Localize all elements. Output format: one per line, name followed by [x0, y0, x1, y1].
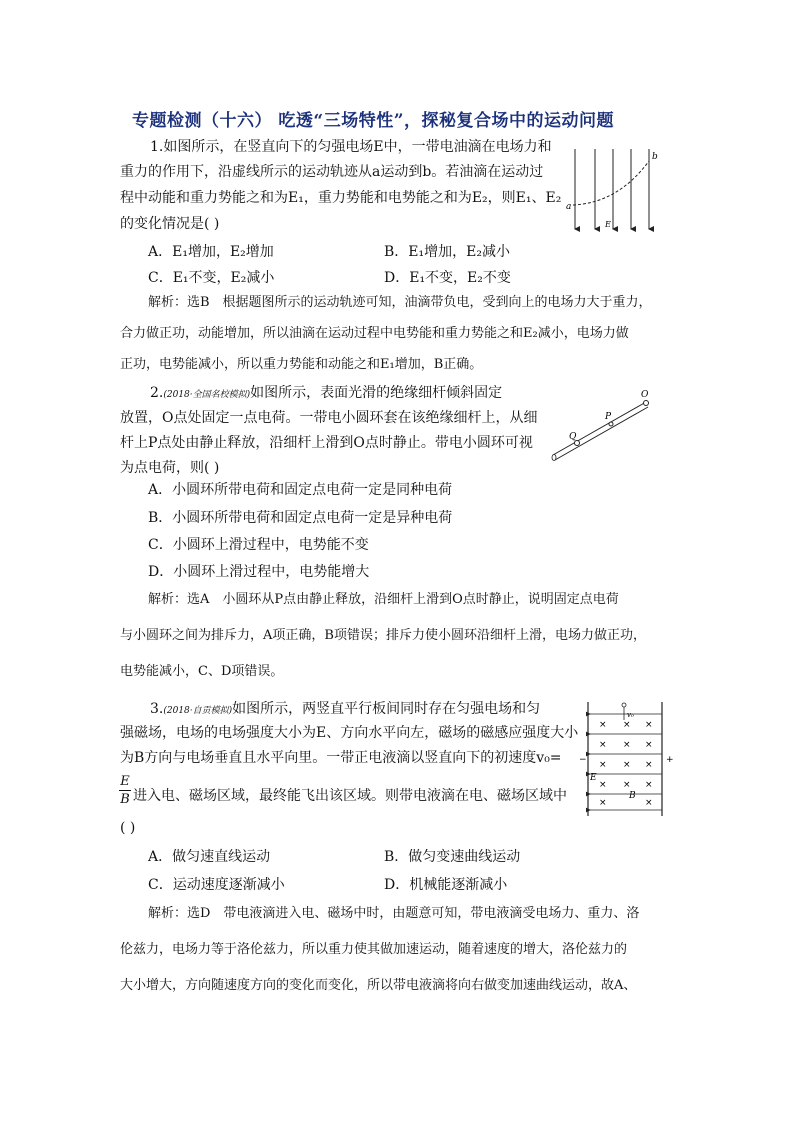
q3-number: 3. — [150, 701, 164, 717]
q3-fraction-bar — [119, 790, 131, 791]
q3-source: (2018·自贡模拟) — [163, 706, 233, 716]
q2-label-q: Q — [569, 432, 577, 442]
q2-line-4: 为点电荷，则( ) — [120, 460, 220, 476]
q3-cross-mark: × — [599, 780, 607, 790]
q1-label-b: b — [652, 152, 658, 162]
q2-label-o: O — [641, 390, 649, 400]
q1-line-4: 的变化情况是( ) — [120, 216, 220, 232]
q2-number: 2. — [150, 385, 164, 401]
q3-cross-mark: × — [599, 740, 607, 750]
q3-option-a: A．做匀速直线运动 — [148, 849, 271, 865]
q3-cross-mark: × — [623, 720, 631, 730]
q3-label-minus: − — [579, 755, 587, 765]
q1-option-b: B．E₁增加，E₂减小 — [384, 244, 510, 260]
q3-line-1 — [150, 697, 540, 723]
q3-cross-mark: × — [645, 720, 653, 730]
page-title: 专题检测（十六） 吃透“三场特性”，探秘复合场中的运动问题 — [132, 111, 614, 131]
q1-option-d: D．E₁不变，E₂不变 — [384, 270, 511, 286]
q3-fraction-numerator: E — [120, 774, 130, 789]
q3-fraction-denominator: B — [120, 792, 130, 807]
q3-cross-mark: × — [599, 720, 607, 730]
q3-solution-line-3: 大小增大，方向随速度方向的变化而变化，所以带电液滴将向右做变加速曲线运动，故A、 — [120, 978, 637, 993]
q3-cross-mark: × — [623, 760, 631, 770]
q3-solution-line-2: 伦兹力，电场力等于洛伦兹力，所以重力使其做加速运动，随着速度的增大，洛伦兹力的 — [120, 942, 628, 957]
q2-solution-line-1: 解析：选A 小圆环从P点由静止释放，沿细杆上滑到O点时静止，说明固定点电荷 — [148, 592, 619, 607]
q3-label-v0: v₀ — [627, 711, 634, 719]
q2-option-d: D．小圆环上滑过程中，电势能增大 — [148, 564, 370, 580]
q1-solution-line-1: 解析：选B 根据题图所示的运动轨迹可知，油滴带负电，受到向上的电场力大于重力， — [148, 295, 652, 310]
q3-cross-mark: × — [623, 740, 631, 750]
q2-line-1 — [150, 381, 502, 407]
q2-option-c: C．小圆环上滑过程中，电势能不变 — [148, 537, 369, 553]
q1-option-c: C．E₁不变，E₂减小 — [148, 270, 275, 286]
q2-line-1-text: 如图所示，表面光滑的绝缘细杆倾斜固定 — [250, 385, 503, 401]
q3-cross-mark: × — [623, 780, 631, 790]
q1-solution-line-2: 合力做正功，动能增加，所以油滴在运动过程中电势能和重力势能之和E₂减小，电场力做 — [120, 326, 629, 341]
q1-line-1: 1.如图所示，在竖直向下的匀强电场E中，一带电油滴在电场力和 — [150, 139, 552, 155]
q3-solution-line-1: 解析：选D 带电液滴进入电、磁场中时，由题意可知，带电液滴受电场力、重力、洛 — [148, 906, 640, 921]
q2-option-b: B．小圆环所带电荷和固定点电荷一定是异种电荷 — [148, 510, 453, 526]
q3-cross-mark: × — [599, 760, 607, 770]
q3-line-1-text: 如图所示，两竖直平行板间同时存在匀强电场和匀 — [232, 701, 541, 717]
q1-line-2: 重力的作用下，沿虚线所示的运动轨迹从a运动到b。若油滴在运动过 — [120, 164, 544, 180]
q1-solution-line-3: 正功，电势能减小，所以重力势能和动能之和E₁增加，B正确。 — [120, 357, 483, 372]
q3-cross-mark: × — [645, 760, 653, 770]
q2-solution-line-3: 电势能减小，C、D项错误。 — [120, 664, 284, 679]
q2-solution-line-2: 与小圆环之间为排斥力，A项正确，B项错误；排斥力使小圆环沿细杆上滑，电场力做正功， — [120, 628, 646, 643]
q3-cross-mark: × — [645, 780, 653, 790]
q3-line-2: 强磁场，电场的电场强度大小为E、方向水平向左，磁场的磁感应强度大小 — [120, 725, 579, 741]
q3-label-plus: + — [666, 755, 674, 765]
q3-line-3: 为B方向与电场垂直且水平向里。一带正电液滴以竖直向下的初速度v₀= — [120, 750, 562, 766]
q3-option-c: C．运动速度逐渐减小 — [148, 877, 285, 893]
q3-cross-mark: × — [645, 740, 653, 750]
q3-line-5: ( ) — [120, 820, 136, 836]
q3-cross-mark: × — [599, 798, 607, 808]
q3-line-4: 进入电、磁场区域，最终能飞出该区域。则带电液滴在电、磁场区域中 — [133, 788, 567, 804]
q3-label-b: B — [629, 791, 636, 801]
q2-rod-figure — [549, 387, 664, 467]
q2-option-a: A．小圆环所带电荷和固定点电荷一定是同种电荷 — [148, 482, 453, 498]
q3-option-d: D．机械能逐渐减小 — [384, 877, 508, 893]
q3-magnetic-crosses — [599, 720, 653, 808]
q3-option-b: B．做匀变速曲线运动 — [384, 849, 521, 865]
q1-line-3: 程中动能和重力势能之和为E₁，重力势能和电势能之和为E₂，则E₁、E₂ — [120, 190, 562, 206]
q1-label-a: a — [566, 202, 572, 212]
q2-source: (2018·全国名校模拟) — [163, 390, 251, 400]
q1-field-figure — [563, 143, 663, 235]
q3-cross-mark: × — [645, 798, 653, 808]
q3-field-figure — [578, 698, 678, 820]
q2-line-2: 放置，O点处固定一点电荷。一带电小圆环套在该绝缘细杆上，从细 — [120, 410, 538, 426]
q1-option-a: A．E₁增加，E₂增加 — [148, 244, 274, 260]
q2-line-3: 杆上P点处由静止释放，沿细杆上滑到O点时静止。带电小圆环可视 — [120, 435, 533, 451]
q1-label-e: E — [605, 220, 611, 229]
q2-label-p: P — [605, 412, 612, 422]
q3-label-e: E — [590, 773, 597, 783]
